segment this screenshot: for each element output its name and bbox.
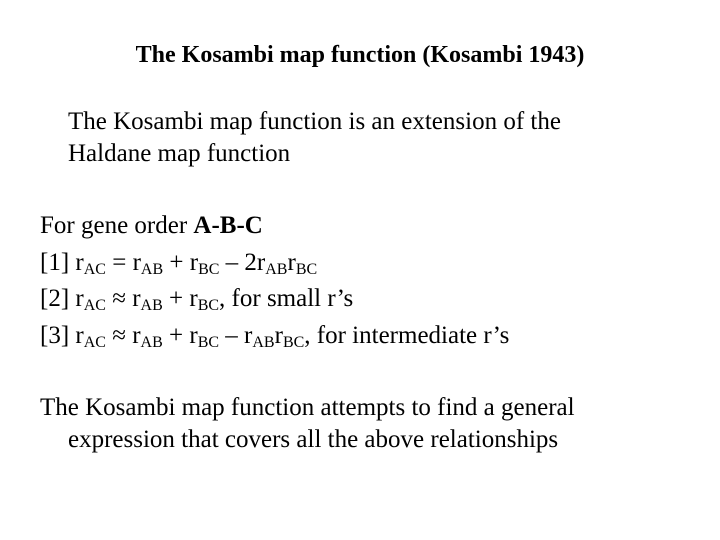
- eq3-r-ab-2: r: [244, 321, 253, 349]
- gene-order-value: A-B-C: [193, 212, 263, 239]
- eq2-operator: ≈: [112, 285, 126, 312]
- eq3-sub-bc: BC: [197, 333, 220, 351]
- intro-paragraph: [68, 106, 688, 170]
- eq2-r-ac: r: [75, 285, 84, 312]
- eq3-sub-ab: AB: [140, 333, 163, 351]
- eq2-condition: , for small r’s: [219, 285, 354, 312]
- eq1-r-ab-2: r: [256, 248, 266, 276]
- eq3-minus: –: [225, 321, 238, 349]
- conclusion-line-2: expression that covers all the above relationships: [68, 426, 559, 453]
- eq2-r-bc: r: [189, 285, 198, 312]
- equations-block: [40, 208, 700, 354]
- eq3-operator: ≈: [112, 321, 126, 349]
- eq1-operator: =: [112, 248, 127, 276]
- eq1-r-ab: r: [132, 248, 141, 276]
- eq2-plus: +: [169, 285, 184, 312]
- eq1-sub-ab: AB: [140, 260, 164, 278]
- eq2-sub-ab: AB: [140, 297, 163, 314]
- conclusion-paragraph: [40, 392, 680, 456]
- eq3-sub-bc-2: BC: [282, 333, 305, 351]
- equation-3-number: [3]: [40, 321, 70, 349]
- eq1-r-bc: r: [189, 248, 199, 276]
- eq1-r-bc-2: r: [287, 248, 296, 276]
- conclusion-line-1: The Kosambi map function attempts to find a general: [40, 394, 575, 421]
- eq2-sub-bc: BC: [197, 297, 220, 314]
- equation-1-number: [1]: [40, 248, 70, 276]
- gene-order-prefix: For gene order: [40, 212, 194, 239]
- intro-line-1: The Kosambi map function is an extension of the: [68, 108, 561, 135]
- equation-1: [40, 245, 700, 282]
- eq3-plus: +: [169, 321, 184, 349]
- equation-2: [40, 281, 700, 318]
- eq3-r-ab: r: [132, 321, 141, 349]
- eq3-r-ac: r: [75, 321, 84, 349]
- eq1-coefficient: 2: [244, 248, 257, 276]
- eq1-plus: +: [169, 248, 184, 276]
- eq3-sub-ac: AC: [83, 333, 106, 351]
- slide-title: The Kosambi map function (Kosambi 1943): [135, 42, 585, 68]
- eq1-minus: –: [225, 248, 239, 276]
- equation-3: [40, 318, 700, 355]
- eq3-sub-ab-2: AB: [252, 333, 275, 351]
- eq3-condition: , for intermediate r’s: [304, 321, 510, 349]
- eq2-sub-ac: AC: [83, 297, 106, 314]
- eq1-r-ac: r: [75, 248, 84, 276]
- gene-order-line: [40, 208, 700, 245]
- eq1-sub-ab-2: AB: [265, 260, 288, 278]
- equation-2-number: [2]: [40, 285, 70, 312]
- eq2-r-ab: r: [132, 285, 141, 312]
- eq1-sub-bc: BC: [198, 260, 220, 278]
- intro-line-2: Haldane map function: [68, 140, 291, 167]
- eq3-r-bc-2: r: [274, 321, 283, 349]
- eq3-r-bc: r: [189, 321, 198, 349]
- eq1-sub-ac: AC: [83, 260, 106, 278]
- eq1-sub-bc-2: BC: [295, 260, 318, 278]
